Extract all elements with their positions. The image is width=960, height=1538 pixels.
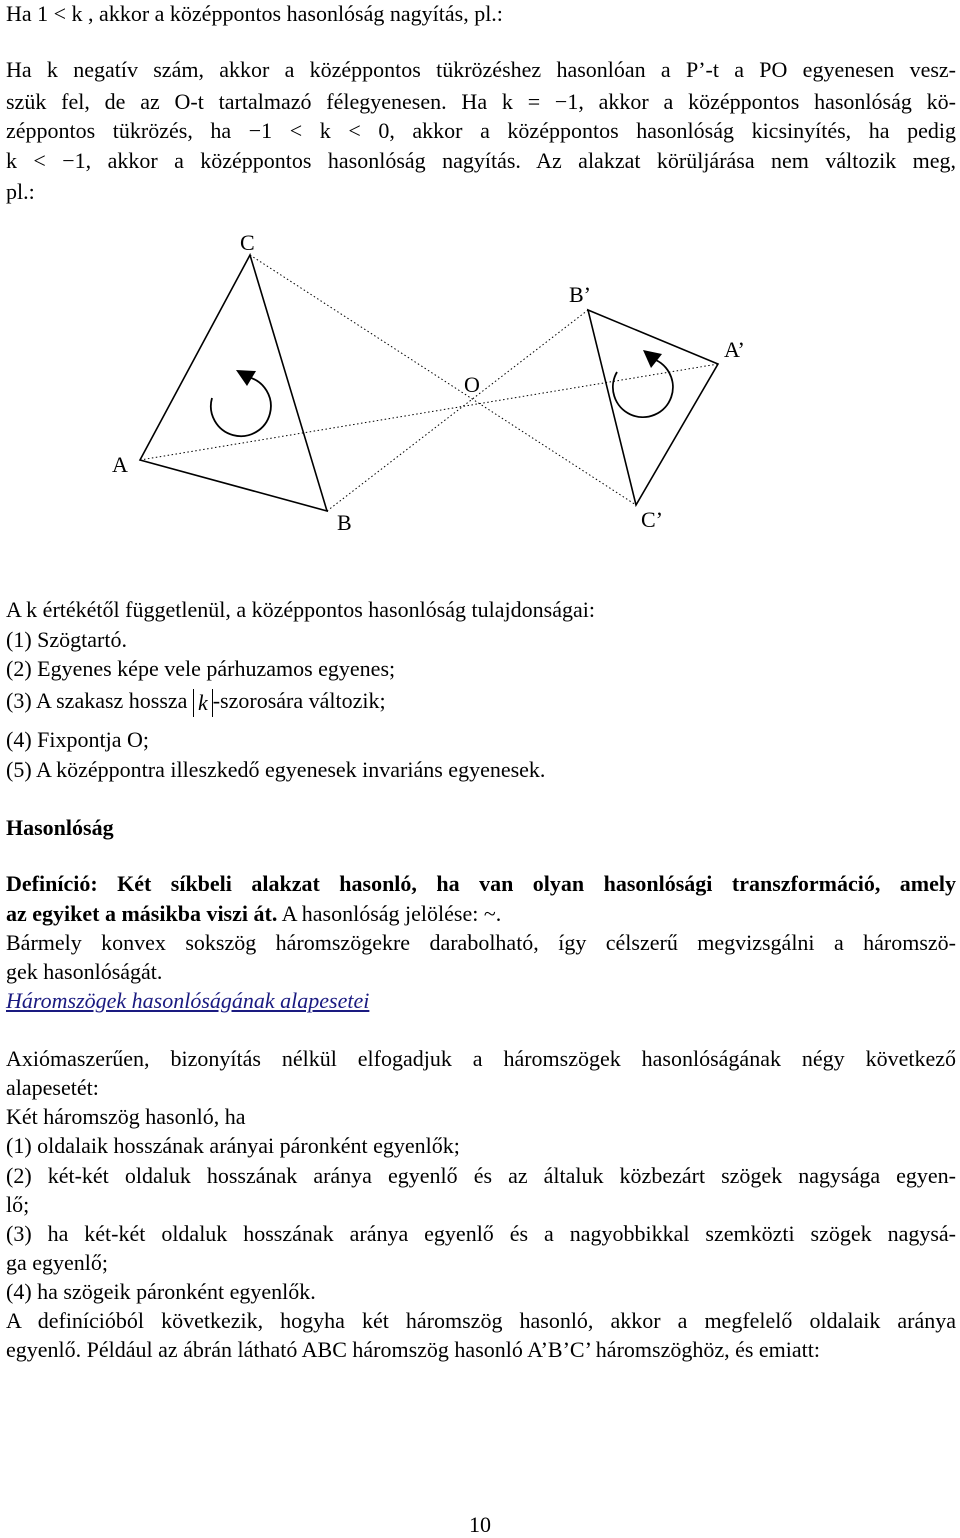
orientation-arrow-icon [613,358,673,417]
text-line: alapesetét: [6,1075,99,1100]
definition-rest: A hasonlóság jelölése: ~. [277,901,502,926]
text-line: Ha 1 < k , akkor a középpontos hasonlóság nagyítás, pl.: [6,1,503,26]
list-item: (4) Fixpontja O; [6,727,149,752]
text-line: Axiómaszerűen, bizonyítás nélkül elfogadjuk a háromszögek hasonlóságának négy következő [6,1046,956,1071]
list-item: (2) Egyenes képe vele párhuzamos egyenes; [6,656,396,681]
text-line: gek hasonlóságát. [6,959,163,984]
triangle-abc [140,255,327,511]
list-item: (2) két-két oldaluk hosszának aránya egyenlő és az általuk közbezárt szögek nagysága egyen- [6,1163,956,1188]
label-c-prime: C’ [641,507,663,532]
label-a-prime: A’ [724,337,745,362]
list-item: (1) oldalaik hosszának arányai páronként egyenlők; [6,1133,460,1158]
label-c: C [240,230,255,255]
dotted-line-bb [327,310,588,511]
list-item-text: (3) A szakasz hossza [6,688,188,713]
label-b: B [337,510,352,535]
page-number: 10 [469,1512,491,1537]
text-line: pl.: [6,179,35,204]
definition-line: Definíció: Két síkbeli alakzat hasonló, ha van olyan hasonlósági transzformáció, amely [6,871,956,896]
section-link[interactable]: Háromszögek hasonlóságának alapesetei [6,988,370,1013]
list-item: (4) ha szögeik páronként egyenlők. [6,1279,316,1304]
list-item: (3) ha két-két oldaluk hosszának aránya egyenlő és a nagyobbikkal szemközti szögek nagysá- [6,1221,956,1246]
list-item-text: -szorosára változik; [212,688,386,713]
list-item: (5) A középpontra illeszkedő egyenesek invariáns egyenesek. [6,757,546,782]
label-b-prime: B’ [569,282,591,307]
triangle-abc-prime [588,310,718,505]
orientation-arrow-icon [211,377,271,436]
text-line: k < −1, akkor a középpontos hasonlóság nagyítás. Az alakzat körüljárása nem változik meg, [6,148,956,173]
text-line: A definícióból következik, hogyha két háromszög hasonló, akkor a megfelelő oldalaik aránya [6,1308,956,1333]
text-line: Ha k negatív szám, akkor a középpontos tükrözéshez hasonlóan a P’-t a PO egyenesen vesz- [6,57,956,82]
list-item: (1) Szögtartó. [6,627,127,652]
similarity-figure [0,215,960,550]
text-line: zéppontos tükrözés, ha −1 < k < 0, akkor a középpontos hasonlóság kicsinyítés, ha pedig [6,118,956,143]
text-line: Két háromszög hasonló, ha [6,1104,246,1129]
dotted-line-aa [140,364,718,460]
definition-bold: az egyiket a másikba viszi át. [6,901,278,926]
list-item: ga egyenlő; [6,1250,109,1275]
label-o: O [464,372,480,397]
text-line: Bármely konvex sokszög háromszögekre darabolható, így célszerű megvizsgálni a háromszö- [6,930,956,955]
arrowhead-icon [643,350,662,368]
text-line: egyenlő. Például az ábrán látható ABC háromszög hasonló A’B’C’ háromszöghöz, és emiatt: [6,1337,821,1362]
text-line: A k értékétől függetlenül, a középpontos hasonlóság tulajdonságai: [6,597,595,622]
definition-line [6,900,501,928]
abs-k: k [193,689,213,717]
list-item [6,687,386,717]
list-item: lő; [6,1192,30,1217]
section-title: Hasonlóság [6,815,114,840]
text-line: szük fel, de az O-t tartalmazó félegyenesen. Ha k = −1, akkor a középpontos hasonlóság kö- [6,89,956,114]
label-a: A [112,452,128,477]
